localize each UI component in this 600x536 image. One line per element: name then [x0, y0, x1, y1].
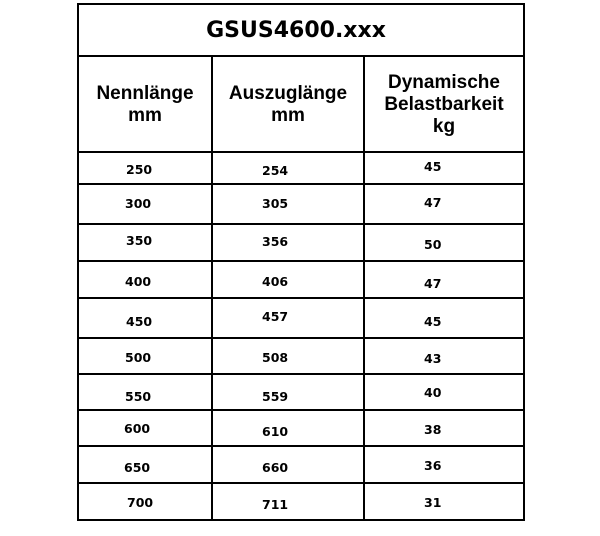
cell-auszuglaenge: 610: [262, 424, 289, 439]
cell-belastbarkeit: 47: [424, 195, 442, 210]
cell-nennlaenge: 550: [125, 389, 152, 404]
cell-nennlaenge: 300: [125, 196, 152, 211]
header-auszuglaenge: [213, 57, 363, 153]
cell-nennlaenge: 650: [124, 460, 151, 475]
cell-auszuglaenge: 356: [262, 234, 289, 249]
header-nennlaenge-label: Nennlänge: [96, 83, 194, 104]
cell-nennlaenge: 450: [126, 314, 153, 329]
row-divider: [79, 260, 523, 262]
cell-belastbarkeit: 45: [424, 159, 442, 174]
header-nennlaenge: [79, 57, 211, 153]
row-divider: [79, 151, 523, 153]
header-auszuglaenge-label: Auszuglänge: [228, 83, 348, 104]
header-belastbarkeit-label-2: Belastbarkeit: [384, 94, 504, 115]
header-nennlaenge-unit: mm: [128, 105, 162, 126]
cell-belastbarkeit: 43: [424, 351, 442, 366]
cell-nennlaenge: 350: [126, 233, 153, 248]
spec-table: [77, 3, 525, 521]
row-divider: [79, 297, 523, 299]
cell-auszuglaenge: 559: [262, 389, 289, 404]
row-divider: [79, 373, 523, 375]
row-divider: [79, 223, 523, 225]
cell-auszuglaenge: 508: [262, 350, 289, 365]
cell-belastbarkeit: 47: [424, 276, 442, 291]
cell-belastbarkeit: 36: [424, 458, 442, 473]
row-divider: [79, 482, 523, 484]
cell-auszuglaenge: 457: [262, 309, 289, 324]
cell-nennlaenge: 250: [126, 162, 153, 177]
header-belastbarkeit-unit: kg: [432, 116, 456, 137]
row-divider: [79, 337, 523, 339]
cell-nennlaenge: 600: [124, 421, 151, 436]
cell-nennlaenge: 700: [127, 495, 154, 510]
row-divider: [79, 409, 523, 411]
row-divider: [79, 183, 523, 185]
cell-auszuglaenge: 711: [262, 497, 289, 512]
cell-auszuglaenge: 406: [262, 274, 289, 289]
cell-belastbarkeit: 45: [424, 314, 442, 329]
cell-nennlaenge: 400: [125, 274, 152, 289]
cell-belastbarkeit: 50: [424, 237, 442, 252]
cell-auszuglaenge: 660: [262, 460, 289, 475]
cell-belastbarkeit: 38: [424, 422, 442, 437]
row-divider: [79, 445, 523, 447]
table-title: GSUS4600.xxx: [79, 5, 523, 57]
cell-belastbarkeit: 40: [424, 385, 442, 400]
cell-nennlaenge: 500: [125, 350, 152, 365]
header-belastbarkeit: [365, 57, 523, 153]
cell-auszuglaenge: 305: [262, 196, 289, 211]
cell-auszuglaenge: 254: [262, 163, 289, 178]
header-belastbarkeit-label-1: Dynamische: [388, 72, 500, 93]
header-auszuglaenge-unit: mm: [271, 105, 305, 126]
cell-belastbarkeit: 31: [424, 495, 442, 510]
